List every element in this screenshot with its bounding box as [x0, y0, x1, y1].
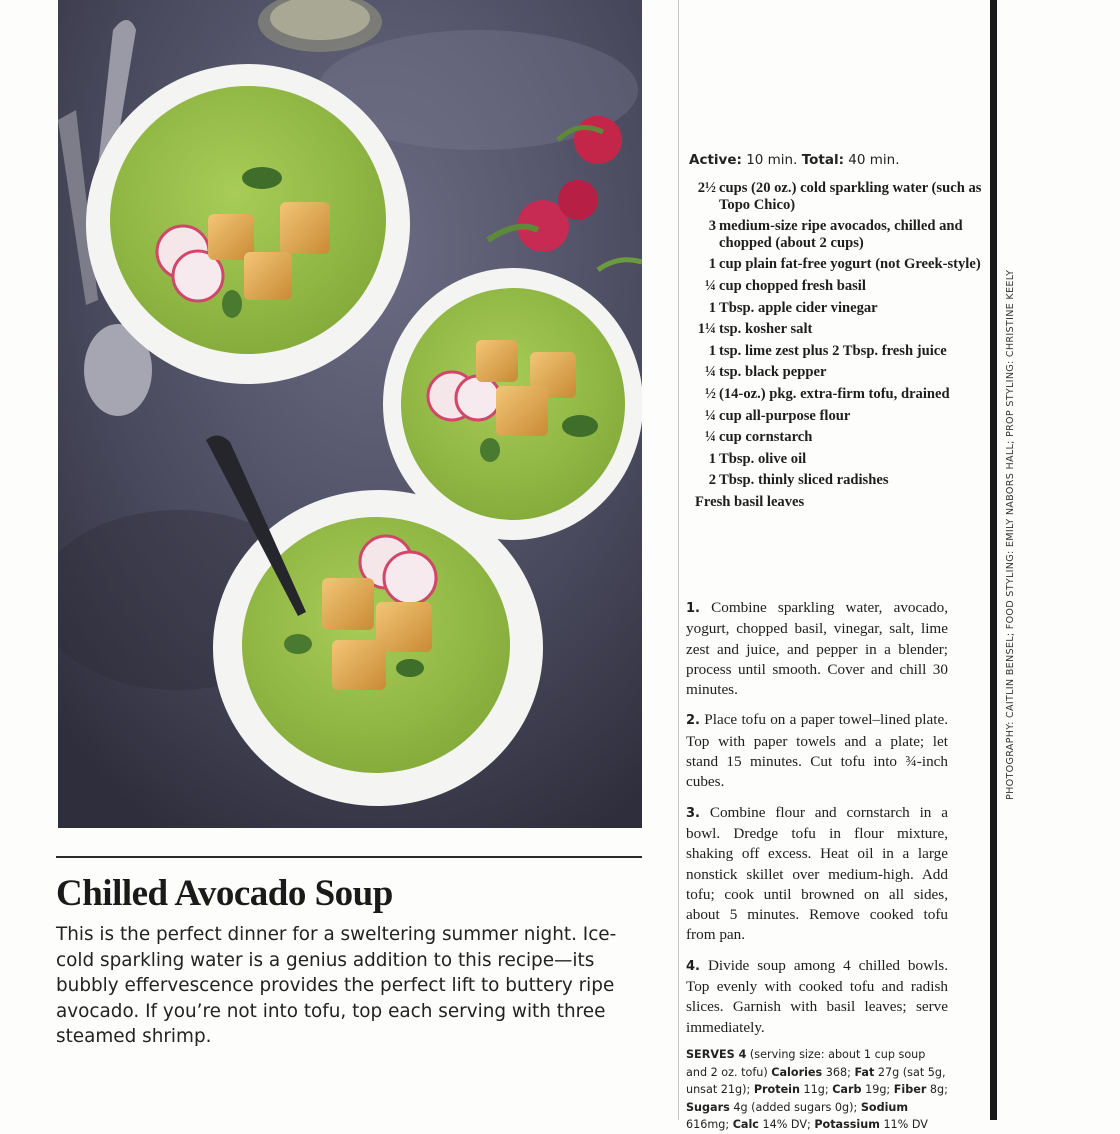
ingredient-item: 2½ cups (20 oz.) cold sparkling water (such as Topo Chico) [697, 180, 982, 213]
instruction-steps [686, 598, 948, 1048]
step-2: 2. Place tofu on a paper towel–lined plate. Top with paper towels and a plate; let stand 15 minutes. Cut tofu into ¾-inch cubes. [686, 711, 949, 791]
active-value: 10 min. [746, 152, 798, 168]
title-rule [56, 856, 642, 858]
ingredient-item: 1 cup plain fat-free yogurt (not Greek-style) [708, 256, 981, 273]
ingredient-item: ¼ tsp. black pepper [705, 364, 827, 381]
ingredient-item: 1¼ tsp. kosher salt [697, 321, 813, 338]
recipe-photo [58, 0, 642, 828]
ingredient-item: Fresh basil leaves [695, 493, 805, 510]
nutrition-info: SERVES 4 (serving size: about 1 cup soup and 2 oz. tofu) Calories 368; Fat 27g (sat 5g, unsat 21g); Protein 11g; Carb 19g; Fiber 8g; Sugars 4g (added sugars 0g); Sodium 616mg; Calc 14% DV; Potassium 11% DV [686, 1048, 948, 1131]
page-gutter [990, 0, 997, 1120]
ingredient-item: 2 Tbsp. thinly sliced radishes [708, 472, 889, 489]
photo-credits: PHOTOGRAPHY: CAITLIN BENSEL; FOOD STYLING: EMILY NABORS HALL; PROP STYLING: CHRISTINE KEELY [1005, 269, 1016, 800]
step-4: 4. Divide soup among 4 chilled bowls. Top evenly with cooked tofu and radish slices. Garnish with basil leaves; serve immediately. [686, 956, 949, 1036]
column-divider [678, 0, 679, 1120]
total-value: 40 min. [848, 152, 900, 168]
ingredient-item: ¼ cup cornstarch [705, 429, 813, 446]
recipe-title: Chilled Avocado Soup [56, 873, 393, 914]
active-label: Active: [689, 152, 742, 168]
total-label: Total: [801, 152, 844, 168]
recipe-intro: This is the perfect dinner for a sweltering summer night. Ice-cold sparkling water is a genius addition to this recipe—its bubbly effervescence provides the perfect lift to buttery ripe avocado. If you’re not into tofu, top each serving with three steamed shrimp. [56, 924, 617, 1047]
ingredient-item: ¼ cup chopped fresh basil [705, 277, 866, 294]
ingredient-list [688, 180, 988, 516]
soup-bowls-image [58, 0, 642, 828]
ingredient-item: 3 medium-size ripe avocados, chilled and chopped (about 2 cups) [708, 218, 963, 251]
step-1: 1. Combine sparkling water, avocado, yogurt, chopped basil, vinegar, salt, lime zest and juice, and pepper in a blender; process until smooth. Cover and chill 30 minutes. [686, 599, 948, 699]
time-info [689, 152, 900, 168]
ingredient-item: 1 tsp. lime zest plus 2 Tbsp. fresh juice [708, 342, 947, 359]
step-3: 3. Combine flour and cornstarch in a bowl. Dredge tofu in flour mixture, shaking off excess. Heat oil in a large nonstick skillet over medium-high. Add tofu; cook until browned on all sides, about 5 minutes. Remove cooked tofu from pan. [686, 803, 948, 944]
ingredient-item: 1 Tbsp. olive oil [708, 450, 807, 467]
ingredient-item: ¼ cup all-purpose flour [705, 407, 851, 424]
ingredient-item: 1 Tbsp. apple cider vinegar [708, 299, 878, 316]
ingredient-item: ½ (14-oz.) pkg. extra-firm tofu, drained [705, 385, 950, 402]
